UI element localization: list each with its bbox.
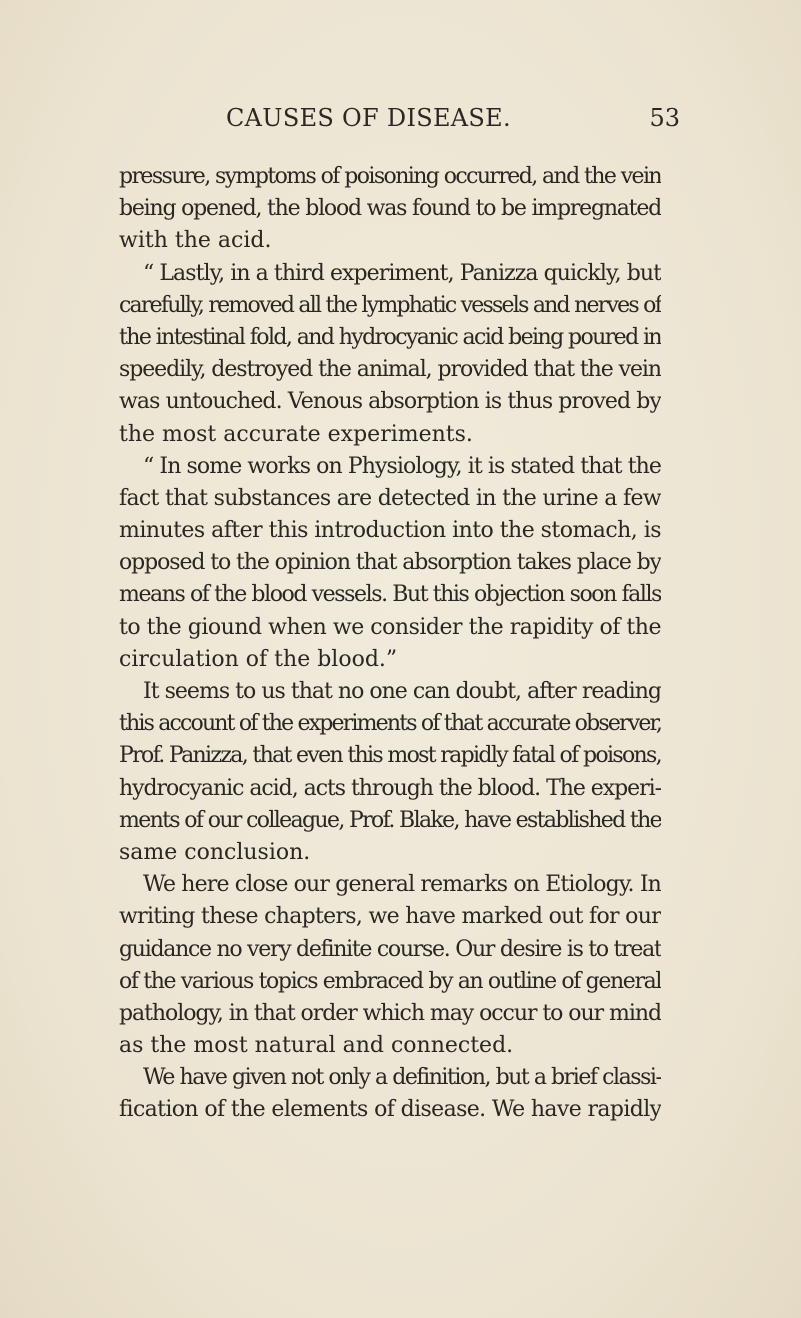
text-line: as the most natural and connected. — [119, 1033, 514, 1059]
text-line: speedily, destroyed the animal, provided that the vein — [119, 357, 661, 383]
page-number: 53 — [649, 104, 680, 132]
text-line: pressure, symptoms of poisoning occurred, and the vein — [119, 164, 661, 189]
text-line: “ In some works on Physiology, it is stated that the — [143, 453, 661, 479]
text-line: to the giound when we consider the rapidity of the — [119, 614, 661, 640]
text-line: means of the blood vessels. But this objection soon falls — [119, 582, 661, 608]
text-line: minutes after this introduction into the stomach, is — [119, 518, 661, 544]
text-line: We have given not only a definition, but a brief classi- — [143, 1065, 661, 1091]
text-line: writing these chapters, we have marked out for our — [119, 904, 661, 930]
text-line: carefully, removed all the lymphatic vessels and nerves of — [119, 292, 661, 318]
text-line: was untouched. Venous absorption is thus proved by — [119, 389, 661, 415]
text-line: with the acid. — [119, 228, 272, 254]
text-line: We here close our general remarks on Etiology. In — [143, 872, 661, 898]
text-line: guidance no very definite course. Our desire is to treat — [119, 936, 661, 962]
text-line: “ Lastly, in a third experiment, Panizza quickly, but — [143, 260, 661, 286]
text-line: opposed to the opinion that absorption takes place by — [119, 550, 661, 576]
text-line: fact that substances are detected in the urine a few — [119, 485, 661, 511]
text-line: of the various topics embraced by an outline of general — [119, 968, 661, 994]
text-line: pathology, in that order which may occur to our mind — [119, 1000, 661, 1026]
running-head — [120, 104, 680, 144]
running-title: CAUSES OF DISEASE. — [226, 104, 511, 132]
text-line: Prof. Panizza, that even this most rapidly fatal of poisons, — [119, 743, 661, 769]
text-line: same conclusion. — [119, 839, 311, 865]
text-line: the intestinal fold, and hydrocyanic acid being poured in — [119, 324, 661, 350]
text-line: fication of the elements of disease. We have rapidly — [119, 1097, 661, 1123]
text-line: circulation of the blood.” — [119, 646, 398, 672]
text-line: It seems to us that no one can doubt, after reading — [143, 679, 661, 704]
text-line: the most accurate experiments. — [119, 421, 473, 447]
text-line: being opened, the blood was found to be impregnated — [119, 196, 661, 222]
text-line: this account of the experiments of that accurate observer, — [119, 711, 661, 737]
text-line: ments of our colleague, Prof. Blake, have established the — [119, 807, 661, 833]
text-line: hydrocyanic acid, acts through the blood. The experi- — [119, 775, 661, 801]
body-text — [119, 161, 661, 1127]
